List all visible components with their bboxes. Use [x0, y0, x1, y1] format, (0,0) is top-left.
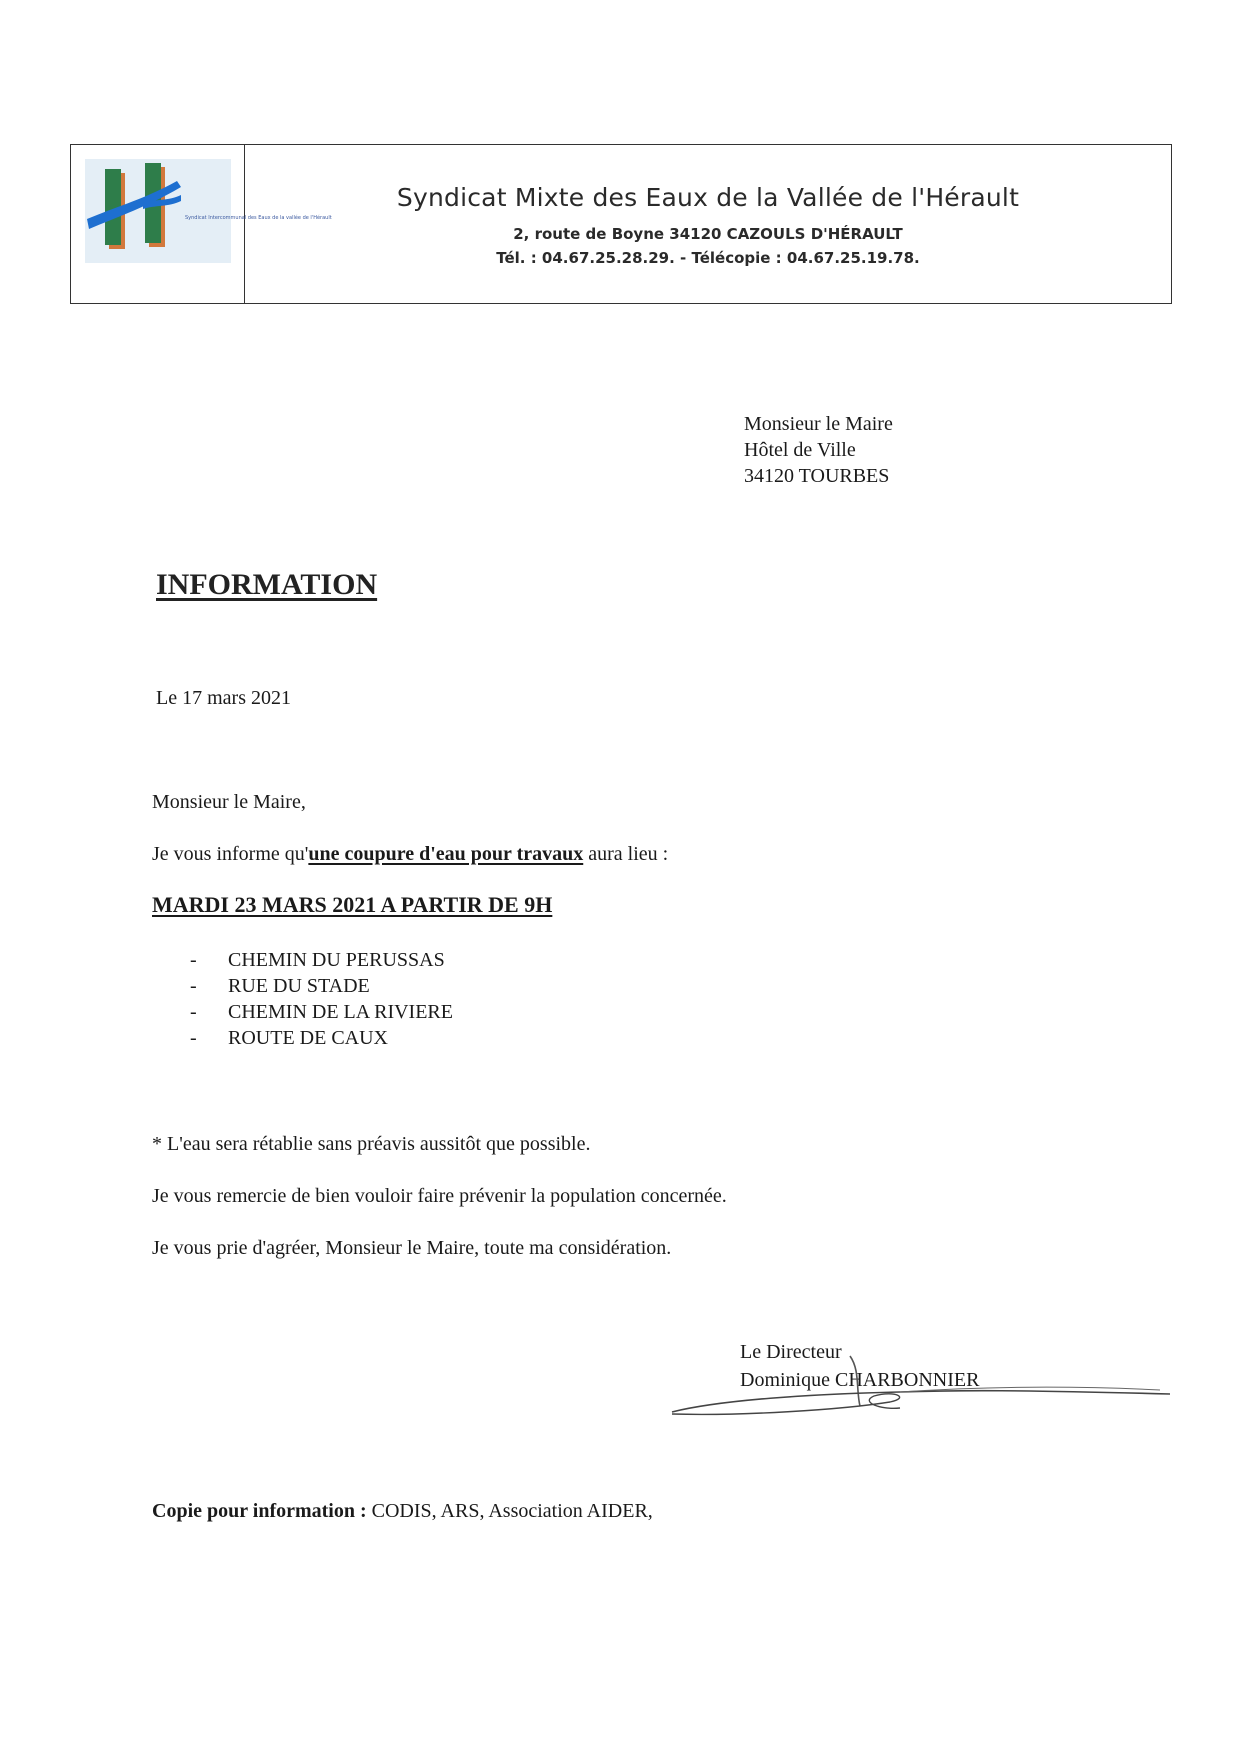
recipient-line-1: Monsieur le Maire	[744, 413, 893, 435]
organization-phones: Tél. : 04.67.25.28.29. - Télécopie : 04.67.25.19.78.	[496, 249, 920, 267]
closing-paragraph: Je vous prie d'agréer, Monsieur le Maire, toute ma considération.	[152, 1237, 672, 1259]
copy-line	[152, 1500, 653, 1523]
street-list-item	[190, 1026, 388, 1050]
restore-note: * L'eau sera rétablie sans préavis aussitôt que possible.	[152, 1133, 591, 1155]
list-marker: -	[190, 1027, 197, 1049]
logo-cell	[71, 145, 332, 303]
recipient-line-2: Hôtel de Ville	[744, 439, 856, 461]
street-name: CHEMIN DU PERUSSAS	[228, 949, 445, 971]
organization-logo	[85, 159, 332, 263]
recipient-line-3: 34120 TOURBES	[744, 465, 890, 487]
intro-highlight: une coupure d'eau pour travaux	[308, 843, 584, 865]
organization-block	[245, 145, 1171, 303]
signatory-role: Le Directeur	[740, 1341, 842, 1363]
logo-caption: Syndicat Intercommunal des Eaux de la vallée de l'Hérault	[185, 215, 332, 221]
list-marker: -	[190, 975, 197, 997]
list-marker: -	[190, 1001, 197, 1023]
document-title: INFORMATION	[156, 568, 378, 601]
letterhead	[70, 144, 1172, 304]
salutation: Monsieur le Maire,	[152, 791, 306, 813]
street-name: ROUTE DE CAUX	[228, 1027, 388, 1049]
intro-before: Je vous informe qu'	[152, 843, 309, 865]
letter-date: Le 17 mars 2021	[156, 687, 291, 709]
intro-paragraph	[152, 842, 668, 866]
logo-graphic	[85, 159, 332, 263]
request-paragraph: Je vous remercie de bien vouloir faire prévenir la population concernée.	[152, 1185, 727, 1207]
signatory-name: Dominique CHARBONNIER	[740, 1369, 980, 1391]
copy-label: Copie pour information :	[152, 1500, 367, 1522]
copy-recipients: CODIS, ARS, Association AIDER,	[366, 1500, 653, 1522]
street-list-item	[190, 948, 445, 972]
street-list-item	[190, 1000, 453, 1024]
organization-name: Syndicat Mixte des Eaux de la Vallée de l'Hérault	[396, 183, 1020, 212]
organization-address: 2, route de Boyne 34120 CAZOULS D'HÉRAULT	[513, 225, 903, 243]
street-name: CHEMIN DE LA RIVIERE	[228, 1001, 453, 1023]
handwritten-signature	[660, 1350, 1180, 1420]
street-list-item	[190, 974, 370, 998]
intro-after: aura lieu :	[583, 843, 669, 865]
street-name: RUE DU STADE	[228, 975, 370, 997]
event-date: MARDI 23 MARS 2021 A PARTIR DE 9H	[152, 892, 553, 917]
list-marker: -	[190, 949, 197, 971]
